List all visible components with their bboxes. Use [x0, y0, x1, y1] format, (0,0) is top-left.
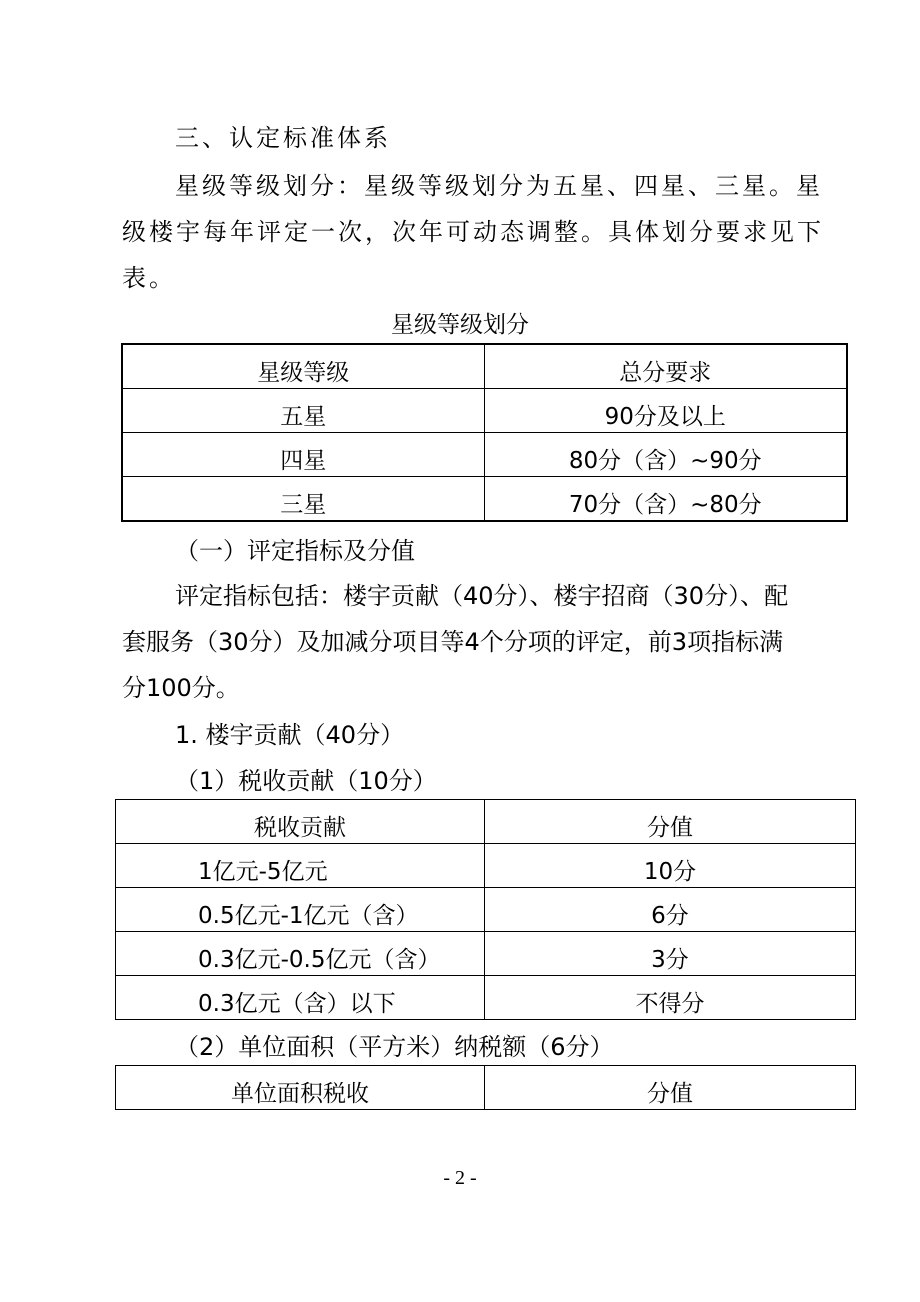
score-cell: 不得分 [485, 976, 856, 1020]
paragraph-2-line-3: 分100分。 [122, 674, 240, 702]
score-cell: 6分 [485, 888, 856, 932]
score-requirement-cell: 90分及以上 [484, 389, 847, 433]
tax-range-cell: 0.3亿元-0.5亿元（含） [116, 932, 485, 976]
table-row [122, 389, 847, 433]
table-row [122, 433, 847, 477]
table-row [116, 932, 856, 976]
item-1-heading: 1. 楼宇贡献（40分） [175, 721, 405, 749]
score-requirement-cell: 70分（含）~80分 [484, 477, 847, 522]
item-1-2-heading: （2）单位面积（平方米）纳税额（6分） [175, 1033, 614, 1061]
paragraph-1-line-2: 级楼宇每年评定一次，次年可动态调整。具体划分要求见下 [122, 218, 824, 246]
score-cell: 10分 [485, 844, 856, 888]
header-cell-star-level: 星级等级 [122, 344, 484, 389]
item-1-1-heading: （1）税收贡献（10分） [175, 767, 437, 795]
table-row [116, 976, 856, 1020]
section-heading: 三、认定标准体系 [175, 124, 391, 152]
header-cell-score: 分值 [485, 800, 856, 844]
paragraph-1-line-1: 星级等级划分：星级等级划分为五星、四星、三星。星 [175, 172, 823, 200]
star-rating-table [121, 343, 848, 522]
tax-range-cell: 0.5亿元-1亿元（含） [116, 888, 485, 932]
table-header-row [116, 1066, 856, 1110]
score-requirement-cell: 80分（含）~90分 [484, 433, 847, 477]
paragraph-1-line-3: 表。 [122, 264, 176, 292]
table-header-row [116, 800, 856, 844]
table-row [122, 477, 847, 522]
page-number: - 2 - [443, 1167, 477, 1189]
paragraph-2-line-1: 评定指标包括：楼宇贡献（40分）、楼宇招商（30分）、配 [175, 582, 789, 610]
star-level-cell: 四星 [122, 433, 484, 477]
table-row [116, 844, 856, 888]
paragraph-2-line-2: 套服务（30分）及加减分项目等4个分项的评定，前3项指标满 [122, 628, 784, 656]
header-cell-score-requirement: 总分要求 [484, 344, 847, 389]
tax-contribution-table [115, 799, 856, 1020]
area-tax-table [115, 1065, 856, 1110]
subsection-heading: （一）评定指标及分值 [175, 537, 415, 565]
tax-range-cell: 0.3亿元（含）以下 [116, 976, 485, 1020]
star-table-caption: 星级等级划分 [391, 312, 529, 338]
tax-range-cell: 1亿元-5亿元 [116, 844, 485, 888]
table-row [116, 888, 856, 932]
header-cell-score: 分值 [485, 1066, 856, 1110]
star-level-cell: 三星 [122, 477, 484, 522]
table-header-row [122, 344, 847, 389]
star-level-cell: 五星 [122, 389, 484, 433]
score-cell: 3分 [485, 932, 856, 976]
header-cell-tax-contribution: 税收贡献 [116, 800, 485, 844]
header-cell-area-tax: 单位面积税收 [116, 1066, 485, 1110]
